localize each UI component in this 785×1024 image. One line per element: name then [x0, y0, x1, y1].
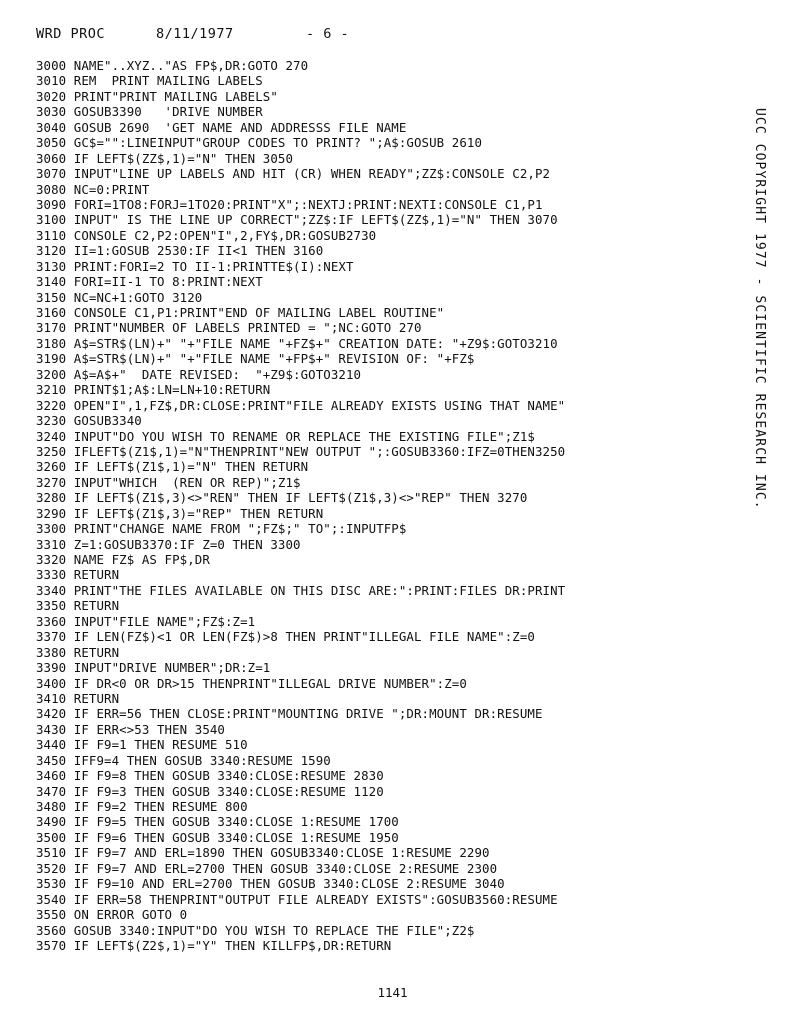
- code-line: 3430 IF ERR<>53 THEN 3540: [36, 721, 225, 737]
- code-line: 3200 A$=A$+" DATE REVISED: "+Z9$:GOTO3210: [36, 366, 362, 382]
- code-line: 3520 IF F9=7 AND ERL=2700 THEN GOSUB 3340:CLOSE 2:RESUME 2300: [36, 860, 498, 876]
- code-line: 3110 CONSOLE C2,P2:OPEN"I",2,FY$,DR:GOSUB2730: [36, 227, 377, 243]
- code-line: 3140 FORI=II-1 TO 8:PRINT:NEXT: [36, 274, 263, 290]
- code-line: 3510 IF F9=7 AND ERL=1890 THEN GOSUB3340:CLOSE 1:RESUME 2290: [36, 845, 490, 861]
- code-line: 3350 RETURN: [36, 598, 120, 614]
- code-line: 3540 IF ERR=58 THENPRINT"OUTPUT FILE ALREADY EXISTS":GOSUB3560:RESUME: [36, 891, 558, 907]
- code-line: 3220 OPEN"I",1,FZ$,DR:CLOSE:PRINT"FILE ALREADY EXISTS USING THAT NAME": [36, 397, 566, 413]
- code-line: 3500 IF F9=6 THEN GOSUB 3340:CLOSE 1:RESUME 1950: [36, 829, 399, 845]
- code-line: 3260 IF LEFT$(Z1$,1)="N" THEN RETURN: [36, 459, 309, 475]
- code-line: 3240 INPUT"DO YOU WISH TO RENAME OR REPLACE THE EXISTING FILE";Z1$: [36, 428, 535, 444]
- code-line: 3450 IFF9=4 THEN GOSUB 3340:RESUME 1590: [36, 752, 331, 768]
- code-line: 3420 IF ERR=56 THEN CLOSE:PRINT"MOUNTING DRIVE ";DR:MOUNT DR:RESUME: [36, 706, 543, 722]
- code-line: 3570 IF LEFT$(Z2$,1)="Y" THEN KILLFP$,DR:RETURN: [36, 937, 392, 953]
- page-footer: [0, 985, 785, 1000]
- code-line: 3190 A$=STR$(LN)+" "+"FILE NAME "+FP$+" REVISION OF: "+FZ$: [36, 351, 475, 367]
- page-number: 1141: [377, 985, 408, 1000]
- code-line: 3120 II=1:GOSUB 2530:IF II<1 THEN 3160: [36, 243, 324, 259]
- document-date: 8/11/1977: [156, 26, 234, 42]
- code-line: 3100 INPUT" IS THE LINE UP CORRECT";ZZ$:IF LEFT$(ZZ$,1)="N" THEN 3070: [36, 212, 558, 228]
- page-header: [36, 26, 755, 42]
- code-line: 3340 PRINT"THE FILES AVAILABLE ON THIS DISC ARE:":PRINT:FILES DR:PRINT: [36, 582, 566, 598]
- code-line: 3390 INPUT"DRIVE NUMBER";DR:Z=1: [36, 660, 271, 676]
- code-line: 3550 ON ERROR GOTO 0: [36, 907, 188, 923]
- code-line: 3000 NAME"..XYZ.."AS FP$,DR:GOTO 270: [36, 58, 309, 73]
- code-line: 3280 IF LEFT$(Z1$,3)<>"REN" THEN IF LEFT$(Z1$,3)<>"REP" THEN 3270: [36, 490, 528, 506]
- code-line: 3080 NC=0:PRINT: [36, 181, 150, 197]
- code-line: 3440 IF F9=1 THEN RESUME 510: [36, 737, 248, 753]
- code-line: 3010 REM PRINT MAILING LABELS: [36, 73, 263, 89]
- code-line: 3150 NC=NC+1:GOTO 3120: [36, 289, 203, 305]
- code-line: 3370 IF LEN(FZ$)<1 OR LEN(FZ$)>8 THEN PRINT"ILLEGAL FILE NAME":Z=0: [36, 629, 535, 645]
- code-line: 3090 FORI=1TO8:FORJ=1TO20:PRINT"X";:NEXTJ:PRINT:NEXTI:CONSOLE C1,P1: [36, 196, 543, 212]
- code-line: 3300 PRINT"CHANGE NAME FROM ";FZ$;" TO";:INPUTFP$: [36, 521, 407, 537]
- code-line: 3560 GOSUB 3340:INPUT"DO YOU WISH TO REPLACE THE FILE";Z2$: [36, 922, 475, 938]
- code-line: 3160 CONSOLE C1,P1:PRINT"END OF MAILING LABEL ROUTINE": [36, 305, 445, 320]
- code-line: 3320 NAME FZ$ AS FP$,DR: [36, 552, 210, 567]
- code-line: 3060 IF LEFT$(ZZ$,1)="N" THEN 3050: [36, 150, 294, 166]
- code-line: 3030 GOSUB3390 'DRIVE NUMBER: [36, 104, 263, 120]
- document-title: WRD PROC: [36, 26, 106, 42]
- code-line: 3410 RETURN: [36, 690, 120, 706]
- page-marker: - 6 -: [306, 26, 350, 42]
- code-line: 3270 INPUT"WHICH (REN OR REP)";Z1$: [36, 474, 301, 490]
- code-line: 3020 PRINT"PRINT MAILING LABELS": [36, 88, 278, 104]
- code-line: 3400 IF DR<0 OR DR>15 THENPRINT"ILLEGAL DRIVE NUMBER":Z=0: [36, 675, 467, 691]
- code-line: 3250 IFLEFT$(Z1$,1)="N"THENPRINT"NEW OUTPUT ";:GOSUB3360:IFZ=0THEN3250: [36, 443, 566, 459]
- code-line: 3470 IF F9=3 THEN GOSUB 3340:CLOSE:RESUME 1120: [36, 783, 384, 799]
- copyright-sidenote: UCC COPYRIGHT 1977 - SCIENTIFIC RESEARCH INC.: [752, 108, 767, 510]
- code-line: 3530 IF F9=10 AND ERL=2700 THEN GOSUB 3340:CLOSE 2:RESUME 3040: [36, 876, 505, 892]
- code-line: 3040 GOSUB 2690 'GET NAME AND ADDRESSS FILE NAME: [36, 119, 407, 135]
- code-line: 3180 A$=STR$(LN)+" "+"FILE NAME "+FZ$+" CREATION DATE: "+Z9$:GOTO3210: [36, 335, 558, 351]
- code-line: 3460 IF F9=8 THEN GOSUB 3340:CLOSE:RESUME 2830: [36, 768, 384, 784]
- code-line: 3310 Z=1:GOSUB3370:IF Z=0 THEN 3300: [36, 536, 301, 552]
- code-line: 3210 PRINT$1;A$:LN=LN+10:RETURN: [36, 382, 271, 398]
- code-line: 3490 IF F9=5 THEN GOSUB 3340:CLOSE 1:RESUME 1700: [36, 814, 399, 830]
- code-listing: [36, 58, 755, 953]
- code-line: 3070 INPUT"LINE UP LABELS AND HIT (CR) WHEN READY";ZZ$:CONSOLE C2,P2: [36, 166, 551, 182]
- code-line: 3380 RETURN: [36, 644, 120, 660]
- code-line: 3330 RETURN: [36, 567, 120, 583]
- code-line: 3130 PRINT:FORI=2 TO II-1:PRINTTE$(I):NEXT: [36, 258, 354, 274]
- code-line: 3050 GC$="":LINEINPUT"GROUP CODES TO PRINT? ";A$:GOSUB 2610: [36, 135, 483, 151]
- code-line: 3230 GOSUB3340: [36, 413, 142, 429]
- code-line: 3360 INPUT"FILE NAME";FZ$:Z=1: [36, 613, 256, 629]
- code-line: 3170 PRINT"NUMBER OF LABELS PRINTED = ";NC:GOTO 270: [36, 320, 422, 336]
- code-line: 3480 IF F9=2 THEN RESUME 800: [36, 799, 248, 814]
- code-line: 3290 IF LEFT$(Z1$,3)="REP" THEN RETURN: [36, 505, 324, 521]
